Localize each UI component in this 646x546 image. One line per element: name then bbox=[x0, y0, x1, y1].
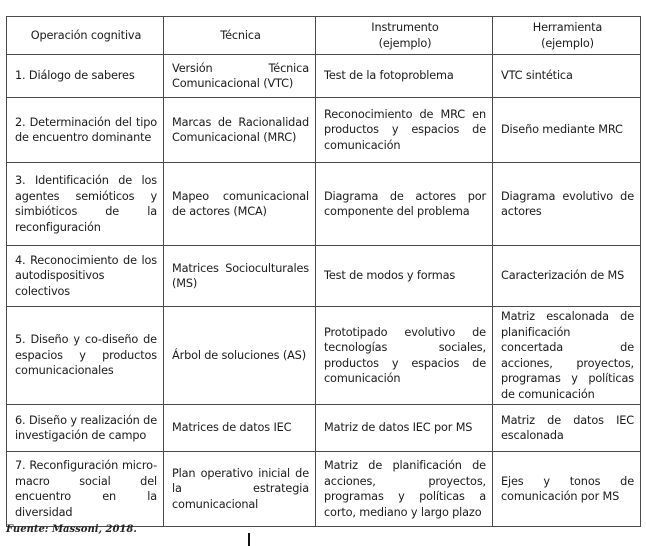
table-row bbox=[7, 163, 641, 246]
table-row bbox=[7, 452, 641, 527]
header-operacion: Operación cognitiva bbox=[7, 17, 164, 55]
cell-herramienta: Ejes y tonos de comunicación por MS bbox=[493, 452, 641, 527]
cell-herramienta: VTC sintética bbox=[493, 55, 641, 98]
cell-operacion: 5. Diseño y co-diseño de espacios y productos comunicacionales bbox=[7, 307, 164, 405]
cell-herramienta: Diagrama evolutivo de actores bbox=[493, 163, 641, 246]
cell-instrumento: Prototipado evolutivo de tecnologías sociales, productos y espacios de comunicación bbox=[316, 307, 493, 405]
cell-herramienta: Matriz de datos IEC escalonada bbox=[493, 405, 641, 452]
cell-operacion: 1. Diálogo de saberes bbox=[7, 55, 164, 98]
cell-tecnica: Árbol de soluciones (AS) bbox=[164, 307, 316, 405]
cell-herramienta: Matriz escalonada de planificación concertada de acciones, proyectos, programas y políticas de comunicación bbox=[493, 307, 641, 405]
header-herramienta: Herramienta (ejemplo) bbox=[493, 17, 641, 55]
cell-tecnica: Mapeo comunicacional de actores (MCA) bbox=[164, 163, 316, 246]
cell-instrumento: Matriz de datos IEC por MS bbox=[316, 405, 493, 452]
table-row bbox=[7, 307, 641, 405]
cognitive-operations-table bbox=[6, 16, 641, 527]
cell-tecnica: Marcas de Racionalidad Comunicacional (MRC) bbox=[164, 98, 316, 163]
cell-operacion: 7. Reconfiguración micro-macro social del encuentro en la diversidad bbox=[7, 452, 164, 527]
cell-instrumento: Test de la fotoproblema bbox=[316, 55, 493, 98]
cell-operacion: 3. Identificación de los agentes semióticos y simbióticos de la reconfiguración bbox=[7, 163, 164, 246]
cell-tecnica: Matrices Socioculturales (MS) bbox=[164, 246, 316, 307]
cell-tecnica: Versión Técnica Comunicacional (VTC) bbox=[164, 55, 316, 98]
cell-herramienta: Diseño mediante MRC bbox=[493, 98, 641, 163]
cell-instrumento: Test de modos y formas bbox=[316, 246, 493, 307]
cell-herramienta: Caracterización de MS bbox=[493, 246, 641, 307]
table-row bbox=[7, 405, 641, 452]
cell-operacion: 2. Determinación del tipo de encuentro dominante bbox=[7, 98, 164, 163]
table-header-row bbox=[7, 17, 641, 55]
cell-operacion: 4. Reconocimiento de los autodispositivos colectivos bbox=[7, 246, 164, 307]
cell-tecnica: Plan operativo inicial de la estrategia comunicacional bbox=[164, 452, 316, 527]
table-row bbox=[7, 246, 641, 307]
source-note: Fuente: Massoni, 2018. bbox=[6, 524, 137, 535]
cell-tecnica: Matrices de datos IEC bbox=[164, 405, 316, 452]
text-cursor-icon bbox=[248, 533, 250, 546]
header-tecnica: Técnica bbox=[164, 17, 316, 55]
header-instrumento: Instrumento (ejemplo) bbox=[316, 17, 493, 55]
cell-instrumento: Reconocimiento de MRC en productos y espacios de comunicación bbox=[316, 98, 493, 163]
cell-instrumento: Matriz de planificación de acciones, proyectos, programas y políticas a corto, mediano y largo plazo bbox=[316, 452, 493, 527]
table-row bbox=[7, 55, 641, 98]
table-row bbox=[7, 98, 641, 163]
cell-instrumento: Diagrama de actores por componente del problema bbox=[316, 163, 493, 246]
cell-operacion: 6. Diseño y realización de investigación de campo bbox=[7, 405, 164, 452]
